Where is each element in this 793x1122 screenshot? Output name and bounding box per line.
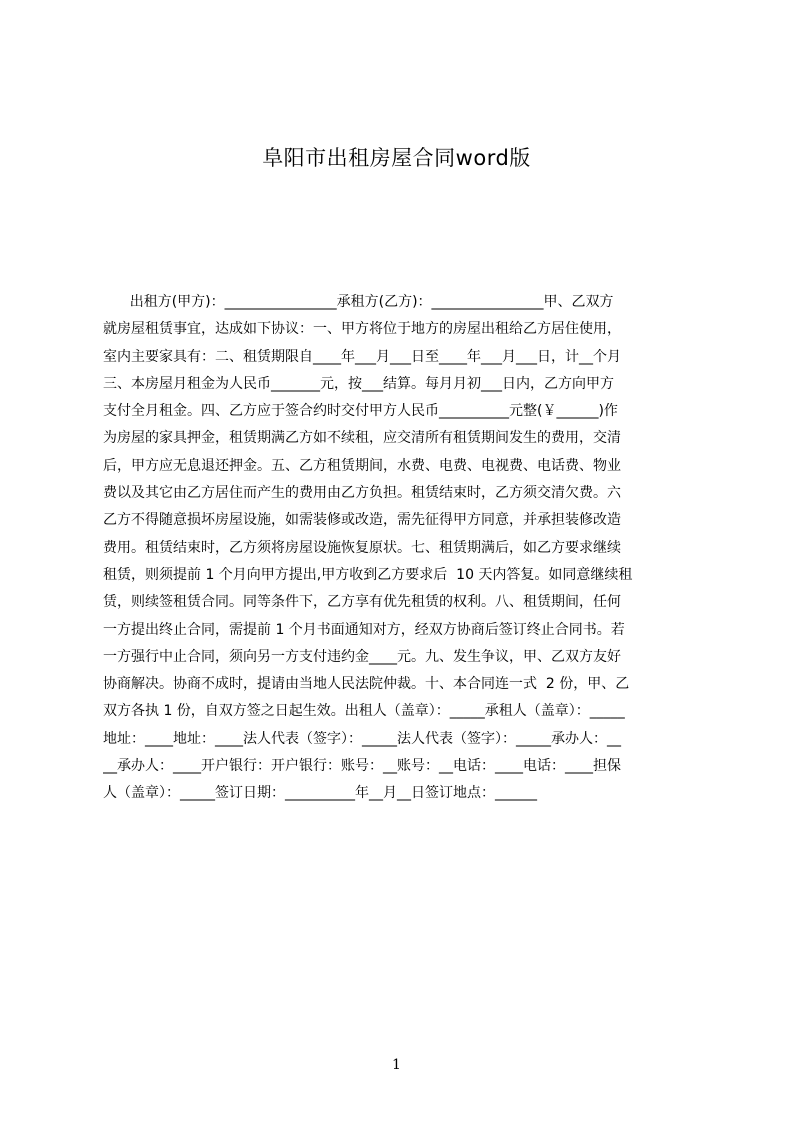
body-line: 就房屋租赁事宜，达成如下协议：一、甲方将位于地方的房屋出租给乙方居住使用， <box>103 321 621 338</box>
body-line: 人（盖章）：_____签订日期：__________年__月__日签订地点：______ <box>103 785 537 802</box>
body-line: 出租方(甲方)：________________承租方(乙方)：________________甲、乙双方 <box>103 294 614 310</box>
body-line: 租赁，则须提前 1 个月向甲方提出,甲方收到乙方要求后 10 天内答复。如同意继续租 <box>103 566 633 583</box>
body-line: 后，甲方应无息退还押金。五、乙方租赁期间，水费、电费、电视费、电话费、物业 <box>103 457 621 474</box>
body-line: 支付全月租金。四、乙方应于签合约时交付甲方人民币__________元整(￥______)作 <box>103 403 618 420</box>
body-line: 室内主要家具有：二、租赁期限自____年___月___日至____年___月___日，计__个月 <box>103 348 621 365</box>
body-line: 费用。租赁结束时，乙方须将房屋设施恢复原状。七、租赁期满后，如乙方要求继续 <box>103 539 621 556</box>
body-line: 费以及其它由乙方居住而产生的费用由乙方负担。租赁结束时，乙方须交清欠费。六 <box>103 485 621 502</box>
body-line: 一方提出终止合同，需提前 1 个月书面通知对方，经双方协商后签订终止合同书。若 <box>103 621 625 638</box>
body-line: 为房屋的家具押金，租赁期满乙方如不续租，应交清所有租赁期间发生的费用，交清 <box>103 430 621 447</box>
body-line: __承办人：____开户银行：开户银行：账号：__账号：__电话：____电话：____担保 <box>103 758 621 775</box>
contract-body <box>103 289 697 808</box>
page-number: 1 <box>392 1057 401 1073</box>
document-title: 阜阳市出租房屋合同word版 <box>262 146 531 170</box>
body-line: 地址：____地址：____法人代表（签字）：_____法人代表（签字）：_____承办人：__ <box>103 730 621 747</box>
body-line: 赁，则续签租赁合同。同等条件下，乙方享有优先租赁的权利。八、租赁期间，任何 <box>103 594 621 611</box>
body-line: 三、本房屋月租金为人民币_______元，按___结算。每月月初___日内，乙方向甲方 <box>103 375 614 392</box>
body-line: 协商解决。协商不成时，提请由当地人民法院仲裁。十、本合同连一式 2 份，甲、乙 <box>103 676 630 693</box>
body-line: 乙方不得随意损坏房屋设施，如需装修或改造，需先征得甲方同意，并承担装修改造 <box>103 512 621 529</box>
body-line: 双方各执 1 份，自双方签之日起生效。出租人（盖章）：_____承租人（盖章）：_____ <box>103 703 625 720</box>
body-line: 一方强行中止合同，须向另一方支付违约金____元。九、发生争议，甲、乙双方友好 <box>103 648 621 665</box>
